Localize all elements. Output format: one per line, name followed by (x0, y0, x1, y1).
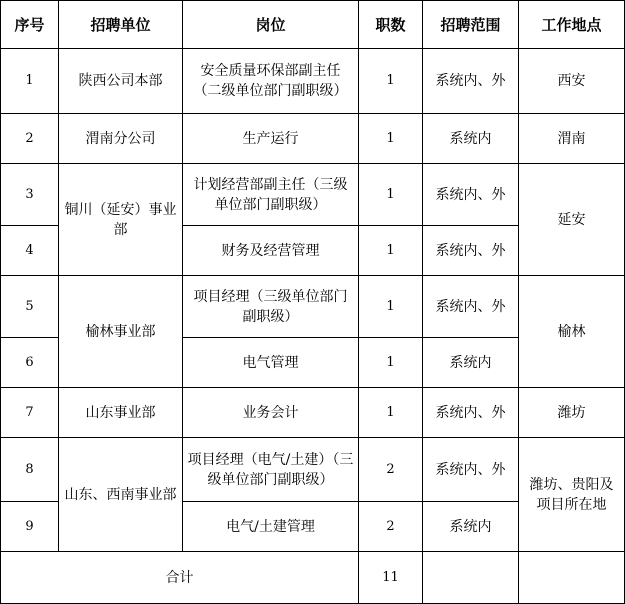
row-count: 1 (359, 226, 423, 276)
header-number: 序号 (1, 1, 59, 49)
table-row (1, 388, 625, 438)
row-scope: 系统内、外 (423, 388, 519, 438)
row-number: 1 (1, 49, 59, 114)
row-position: 业务会计 (183, 388, 359, 438)
header-location: 工作地点 (519, 1, 625, 49)
header-scope: 招聘范围 (423, 1, 519, 49)
row-unit: 山东事业部 (59, 388, 183, 438)
row-scope: 系统内 (423, 114, 519, 164)
row-number: 5 (1, 276, 59, 338)
total-location-empty (519, 552, 625, 604)
table-row (1, 164, 625, 226)
table-row (1, 276, 625, 338)
row-unit: 铜川（延安）事业部 (59, 164, 183, 276)
row-count: 1 (359, 338, 423, 388)
row-unit: 山东、西南事业部 (59, 438, 183, 552)
table-row (1, 114, 625, 164)
row-number: 7 (1, 388, 59, 438)
row-position: 电气/土建管理 (183, 502, 359, 552)
row-location: 榆林 (519, 276, 625, 388)
row-count: 1 (359, 49, 423, 114)
row-count: 1 (359, 164, 423, 226)
row-location: 延安 (519, 164, 625, 276)
row-scope: 系统内、外 (423, 226, 519, 276)
total-label: 合计 (1, 552, 359, 604)
row-location: 西安 (519, 49, 625, 114)
row-location: 渭南 (519, 114, 625, 164)
row-number: 9 (1, 502, 59, 552)
row-scope: 系统内 (423, 338, 519, 388)
row-location: 潍坊、贵阳及项目所在地 (519, 438, 625, 552)
header-unit: 招聘单位 (59, 1, 183, 49)
row-count: 1 (359, 388, 423, 438)
row-count: 1 (359, 114, 423, 164)
row-count: 2 (359, 438, 423, 502)
row-scope: 系统内、外 (423, 438, 519, 502)
total-count: 11 (359, 552, 423, 604)
row-number: 8 (1, 438, 59, 502)
row-position: 计划经营部副主任（三级单位部门副职级） (183, 164, 359, 226)
row-scope: 系统内 (423, 502, 519, 552)
table-row (1, 49, 625, 114)
row-position: 安全质量环保部副主任（二级单位部门副职级） (183, 49, 359, 114)
total-row (1, 552, 625, 604)
row-scope: 系统内、外 (423, 164, 519, 226)
row-position: 财务及经营管理 (183, 226, 359, 276)
row-scope: 系统内、外 (423, 49, 519, 114)
row-count: 1 (359, 276, 423, 338)
row-unit: 榆林事业部 (59, 276, 183, 388)
row-position: 电气管理 (183, 338, 359, 388)
header-count: 职数 (359, 1, 423, 49)
header-position: 岗位 (183, 1, 359, 49)
row-position: 生产运行 (183, 114, 359, 164)
row-scope: 系统内、外 (423, 276, 519, 338)
row-number: 4 (1, 226, 59, 276)
row-position: 项目经理（三级单位部门副职级） (183, 276, 359, 338)
row-number: 6 (1, 338, 59, 388)
header-row (1, 1, 625, 49)
row-unit: 陕西公司本部 (59, 49, 183, 114)
row-location: 潍坊 (519, 388, 625, 438)
row-position: 项目经理（电气/土建）（三级单位部门副职级） (183, 438, 359, 502)
total-scope-empty (423, 552, 519, 604)
row-number: 3 (1, 164, 59, 226)
row-count: 2 (359, 502, 423, 552)
row-unit: 渭南分公司 (59, 114, 183, 164)
row-number: 2 (1, 114, 59, 164)
table-row (1, 438, 625, 502)
